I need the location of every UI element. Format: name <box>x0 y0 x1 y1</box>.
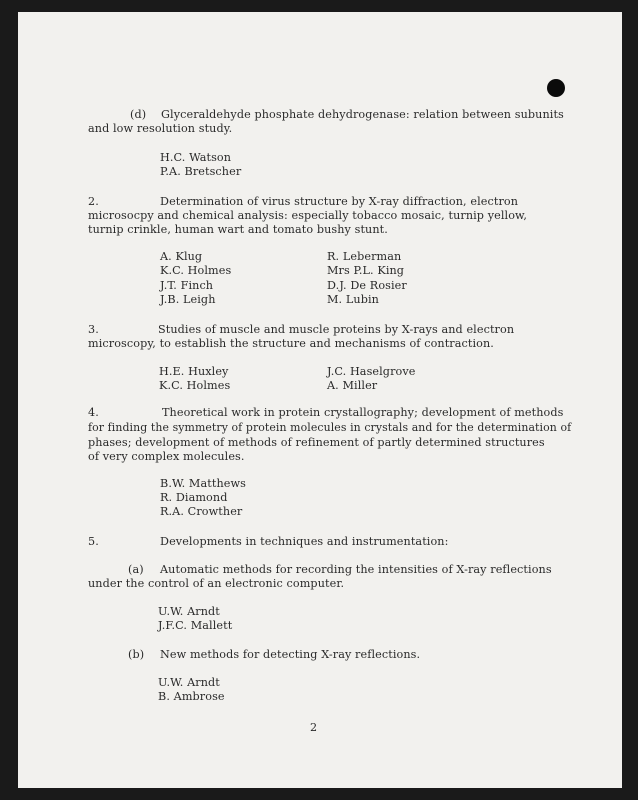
page-number: 2 <box>310 721 318 734</box>
section-5a-label: (a) <box>128 563 144 576</box>
name: K.C. Holmes <box>160 264 232 277</box>
name: H.C. Watson <box>160 151 232 164</box>
section-5a-text: under the control of an electronic computer. <box>88 577 345 590</box>
name: B.W. Matthews <box>160 477 246 490</box>
section-2-label: 2. <box>88 195 99 208</box>
section-3-text: microscopy, to establish the structure and mechanisms of contraction. <box>88 337 494 350</box>
section-3-label: 3. <box>88 323 99 336</box>
name: A. Klug <box>160 250 203 263</box>
section-4-text: for finding the symmetry of protein molecules in crystals and for the determination of <box>88 421 572 434</box>
name: J.F.C. Mallett <box>158 619 233 632</box>
section-d-text: Glyceraldehyde phosphate dehydrogenase: relation between subunits <box>161 108 564 121</box>
section-5-heading: Developments in techniques and instrumentation: <box>160 535 449 548</box>
punch-hole <box>547 79 565 97</box>
name: B. Ambrose <box>158 690 225 703</box>
name: P.A. Bretscher <box>160 165 242 178</box>
name: R. Leberman <box>327 250 402 263</box>
name: U.W. Arndt <box>158 605 220 618</box>
section-4-text: phases; development of methods of refinement of partly determined structures <box>88 436 545 449</box>
section-3-text: Studies of muscle and muscle proteins by X-rays and electron <box>158 323 515 336</box>
section-5a-text: Automatic methods for recording the intensities of X-ray reflections <box>160 563 552 576</box>
name: R. Diamond <box>160 491 228 504</box>
name: U.W. Arndt <box>158 676 220 689</box>
name: J.B. Leigh <box>160 293 216 306</box>
name: Mrs P.L. King <box>327 264 405 277</box>
name: R.A. Crowther <box>160 505 243 518</box>
name: H.E. Huxley <box>159 365 229 378</box>
section-4-label: 4. <box>88 406 99 419</box>
name: K.C. Holmes <box>159 379 231 392</box>
section-d-text: and low resolution study. <box>88 122 233 135</box>
name: D.J. De Rosier <box>327 279 407 292</box>
section-5b-text: New methods for detecting X-ray reflections. <box>160 648 421 661</box>
name: M. Lubin <box>327 293 379 306</box>
section-2-text: turnip crinkle, human wart and tomato bushy stunt. <box>88 223 388 236</box>
name: J.T. Finch <box>160 279 214 292</box>
name: A. Miller <box>327 379 378 392</box>
section-4-text: of very complex molecules. <box>88 450 245 463</box>
section-5b-label: (b) <box>128 648 145 661</box>
section-4-text: Theoretical work in protein crystallography; development of methods <box>162 406 564 419</box>
section-5-label: 5. <box>88 535 99 548</box>
name: J.C. Haselgrove <box>327 365 416 378</box>
section-2-text: Determination of virus structure by X-ray diffraction, electron <box>160 195 519 208</box>
section-d-label: (d) <box>130 108 147 121</box>
section-2-text: microsocpy and chemical analysis: especially tobacco mosaic, turnip yellow, <box>88 209 528 222</box>
